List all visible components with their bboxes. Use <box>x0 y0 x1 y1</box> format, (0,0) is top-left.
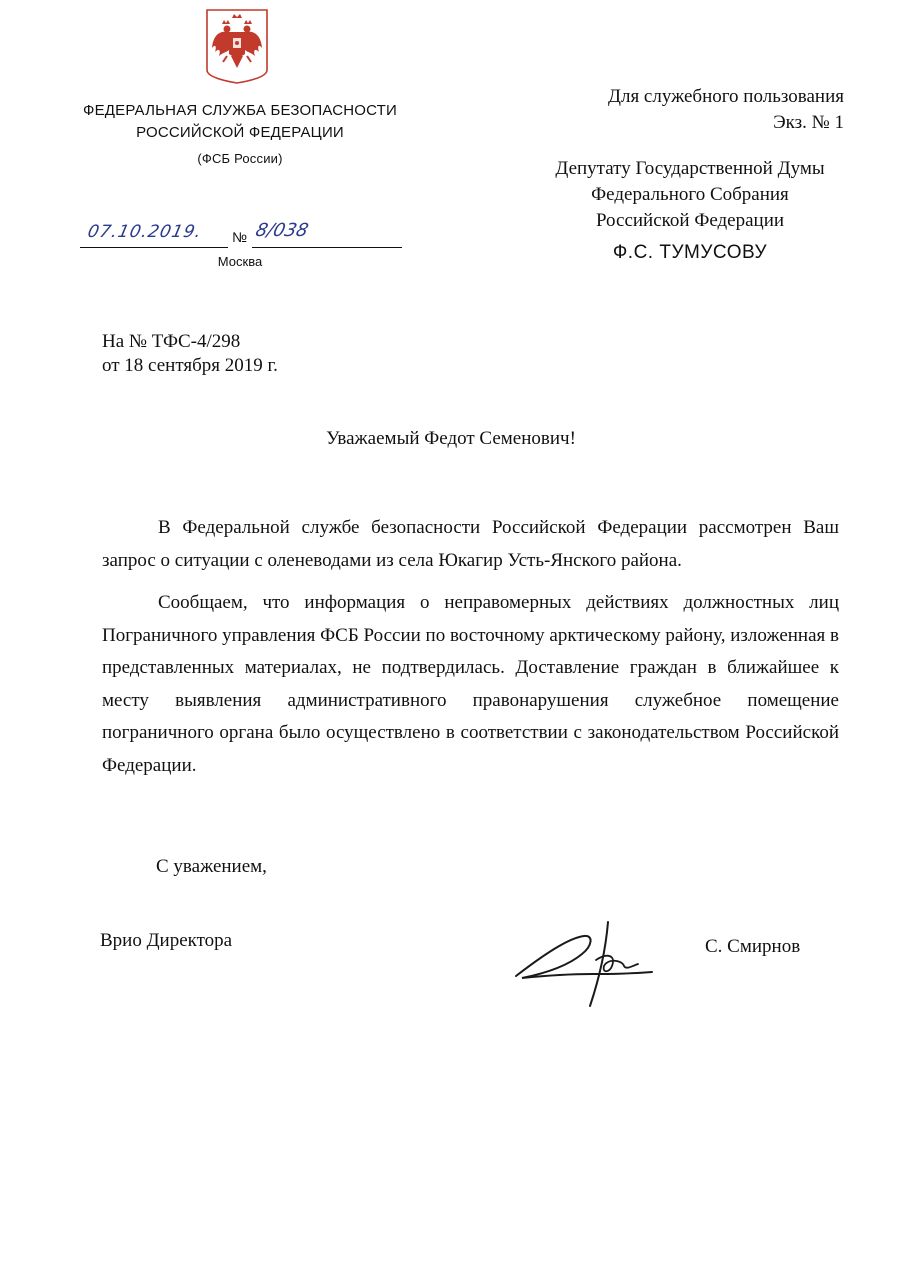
copy-number: Экз. № 1 <box>773 112 844 133</box>
signer-position: Врио Директора <box>100 930 233 951</box>
org-name-line1: ФЕДЕРАЛЬНАЯ СЛУЖБА БЕЗОПАСНОСТИ <box>82 102 398 119</box>
addressee-block <box>480 156 900 234</box>
salutation: Уважаемый Федот Семенович! <box>326 428 576 449</box>
body-paragraph-2: Сообщаем, что информация о неправомерных действиях должностных лиц Пограничного управления ФСБ России по восточному арктическому району, изложенная в представленных материалах, не подтвердилась. Доставление граждан в ближайшее к месту выявления административного правонарушения служебное помещение пограничного органа было осуществлено в соответствии с законодательством Российской Федерации. <box>102 592 839 776</box>
registration-number: 8/038 <box>253 220 311 241</box>
addressee-line3: Российской Федерации <box>595 210 785 231</box>
addressee-name: Ф.С. ТУМУСОВУ <box>612 242 768 263</box>
reg-date-underline <box>80 247 228 248</box>
closing: С уважением, <box>156 856 267 877</box>
organization-header <box>60 100 420 170</box>
reference-block <box>102 330 278 378</box>
org-name-line2: РОССИЙСКОЙ ФЕДЕРАЦИИ <box>136 124 344 141</box>
reference-date: от 18 сентября 2019 г. <box>102 355 278 376</box>
registration-number-label: № <box>232 229 248 245</box>
signer-name: С. Смирнов <box>705 936 801 957</box>
org-short-name: (ФСБ России) <box>197 151 283 166</box>
addressee-line1: Депутату Государственной Думы <box>555 158 825 179</box>
city: Москва <box>217 254 263 269</box>
reg-number-underline <box>252 247 402 248</box>
reference-number: На № ТФС-4/298 <box>102 331 241 352</box>
body-paragraph-1: В Федеральной службе безопасности Российской Федерации рассмотрен Ваш запрос о ситуации с оленеводами из села Юкагир Усть-Янского района. <box>102 517 839 571</box>
signature-icon <box>512 916 672 1008</box>
registration-date: 07.10.2019. <box>85 222 204 242</box>
classification-line1: Для служебного пользования <box>608 86 844 107</box>
coat-of-arms-icon <box>205 8 269 84</box>
letter-body <box>102 512 839 792</box>
addressee-line2: Федерального Собрания <box>591 184 789 205</box>
classification-stamp <box>608 84 844 136</box>
